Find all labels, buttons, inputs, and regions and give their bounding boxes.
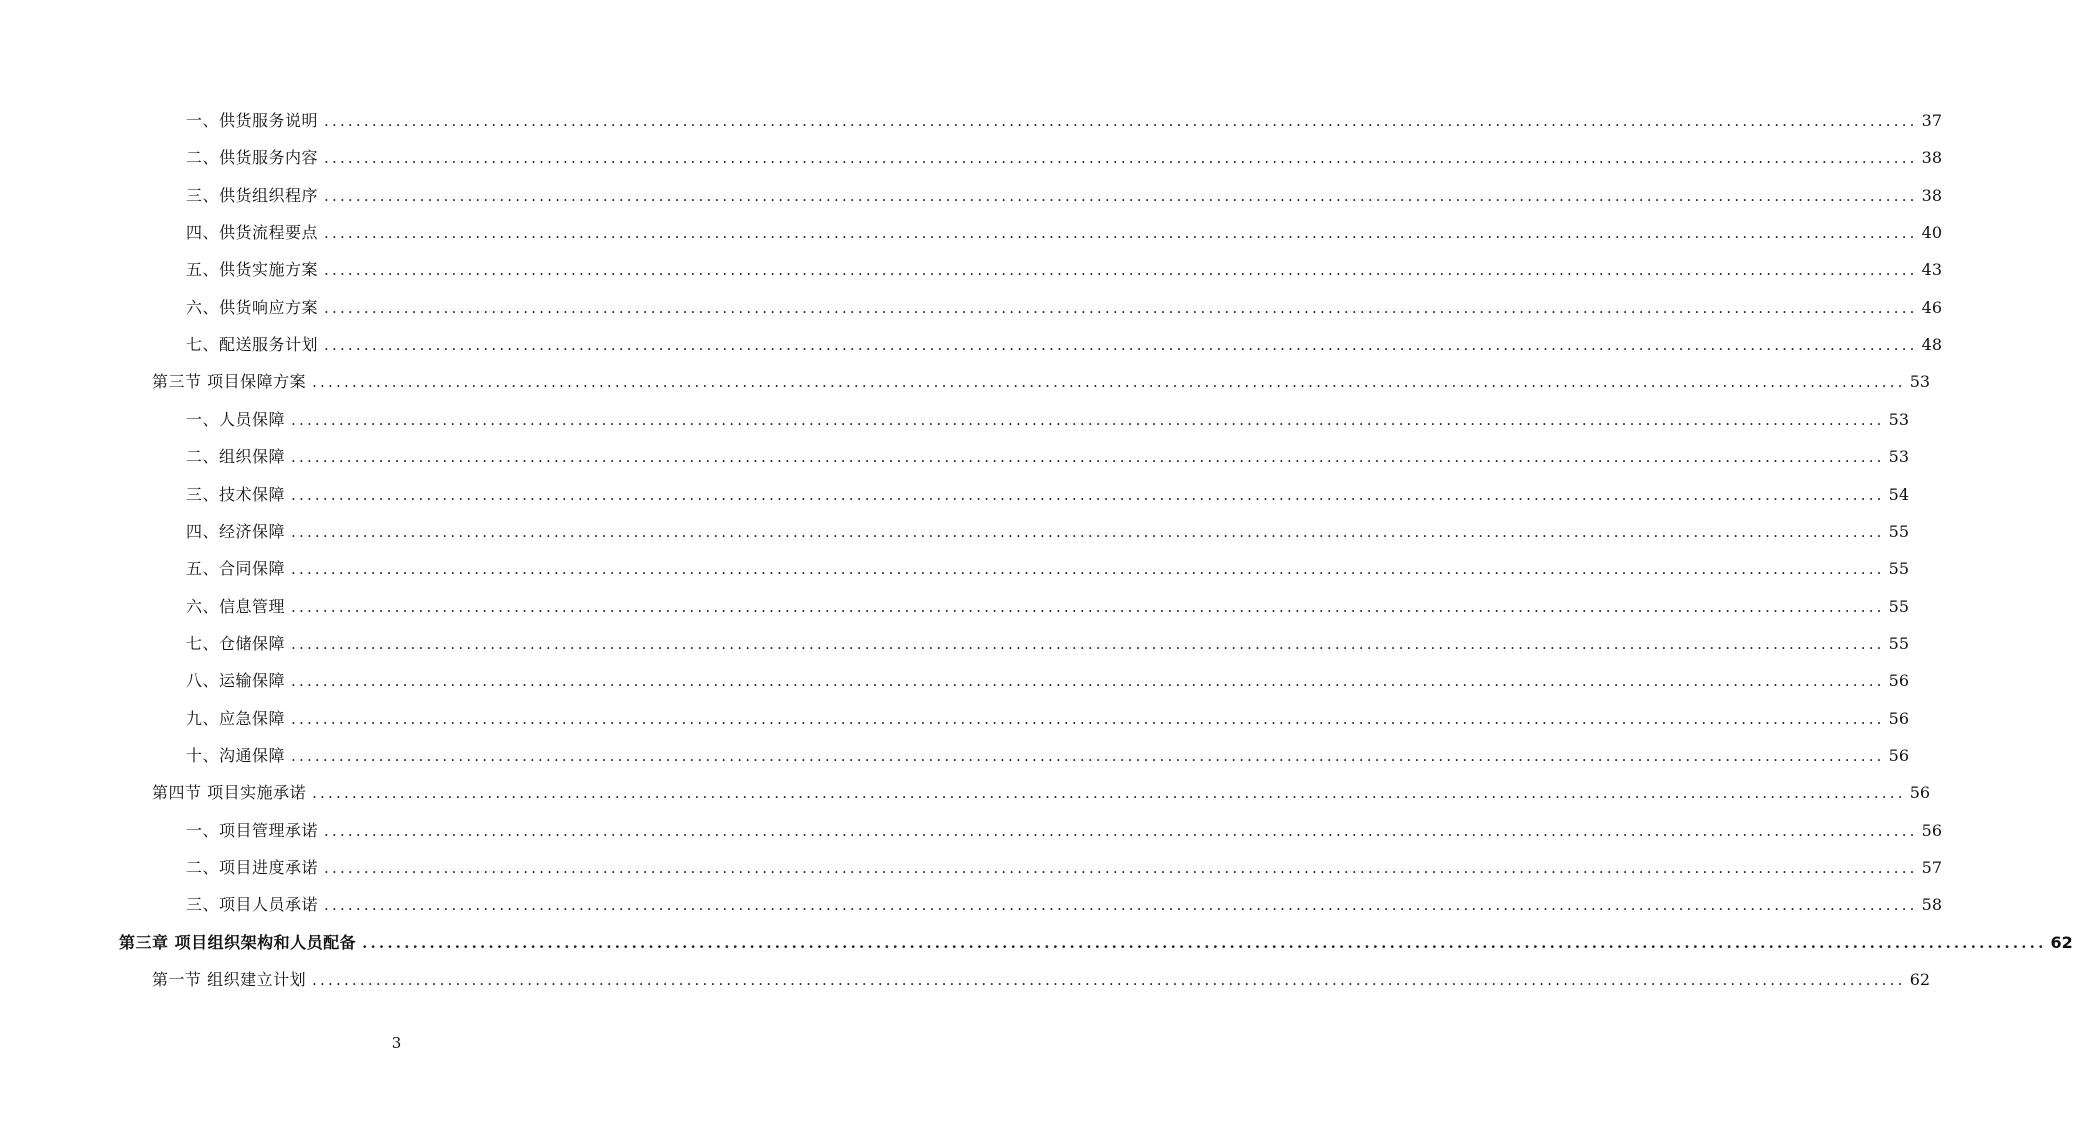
- toc-entry[interactable]: [152, 967, 1931, 991]
- toc-entry[interactable]: [186, 631, 1909, 655]
- toc-entry[interactable]: [186, 257, 1942, 281]
- dot-leader: ........................................................................................................................................................................................................: [291, 410, 1885, 429]
- dot-leader: ........................................................................................................................................................................................................: [291, 485, 1885, 504]
- toc-entry[interactable]: [119, 930, 2073, 954]
- toc-entry[interactable]: [186, 556, 1909, 580]
- toc-entry-title: 第一节 组织建立计划: [152, 970, 307, 990]
- toc-entry-page: 40: [1921, 223, 1942, 243]
- toc-entry-title: 十、沟通保障: [186, 745, 286, 765]
- toc-entry-page: 54: [1888, 484, 1909, 504]
- toc-entry-title: 四、供货流程要点: [186, 223, 319, 243]
- dot-leader: ........................................................................................................................................................................................................: [324, 859, 1918, 877]
- toc-entry-title: 二、供货服务内容: [186, 148, 319, 168]
- page-number: 3: [391, 1034, 402, 1052]
- toc-entry[interactable]: [186, 818, 1942, 842]
- toc-entry-page: 62: [1909, 970, 1931, 990]
- toc-entry[interactable]: [186, 519, 1909, 543]
- toc-entry-page: 43: [1921, 260, 1942, 280]
- toc-entry-title: 七、仓储保障: [186, 633, 286, 653]
- toc-entry-title: 六、供货响应方案: [186, 297, 319, 317]
- toc-entry-page: 55: [1888, 521, 1909, 541]
- toc-entry[interactable]: [186, 220, 1942, 244]
- dot-leader: ........................................................................................................................................................................................................: [324, 261, 1918, 280]
- toc-entry-title: 三、技术保障: [186, 484, 286, 504]
- dot-leader: ........................................................................................................................................................................................................: [291, 746, 1885, 765]
- dot-leader: ........................................................................................................................................................................................................: [312, 971, 1906, 990]
- dot-leader: ........................................................................................................................................................................................................: [291, 634, 1885, 653]
- toc-entry-page: 56: [1888, 745, 1909, 765]
- toc-entry-title: 五、合同保障: [186, 559, 286, 579]
- toc-entry-title: 五、供货实施方案: [186, 260, 319, 280]
- dot-leader: ........................................................................................................................................................................................................: [291, 709, 1885, 728]
- toc-entry[interactable]: [186, 482, 1909, 506]
- dot-leader: ........................................................................................................................................................................................................: [291, 672, 1885, 691]
- toc-entry-title: 第四节 项目实施承诺: [152, 783, 307, 803]
- toc-entry-page: 38: [1921, 148, 1942, 168]
- dot-leader: ........................................................................................................................................................................................................: [312, 373, 1906, 392]
- toc-entry-title: 三、项目人员承诺: [186, 895, 319, 915]
- toc-entry[interactable]: [186, 183, 1942, 207]
- dot-leader: ........................................................................................................................................................................................................: [324, 821, 1918, 840]
- toc-entry-page: 55: [1888, 633, 1909, 653]
- toc-entry-page: 55: [1888, 596, 1909, 616]
- toc-entry[interactable]: [186, 706, 1909, 730]
- toc-entry-title: 九、应急保障: [186, 708, 286, 728]
- toc-entry-title: 二、项目进度承诺: [186, 858, 319, 877]
- toc-entry-page: 48: [1921, 335, 1942, 355]
- toc-entry-title: 四、经济保障: [186, 521, 286, 541]
- toc-entry[interactable]: [186, 407, 1909, 431]
- toc-entry[interactable]: [186, 332, 1942, 356]
- toc-entry-title: 六、信息管理: [186, 596, 286, 616]
- toc-entry-page: 37: [1921, 111, 1942, 130]
- toc-entry[interactable]: [186, 855, 1942, 879]
- toc-entry-title: 一、供货服务说明: [186, 111, 319, 130]
- dot-leader: ........................................................................................................................................................................................................: [324, 186, 1918, 205]
- dot-leader: ........................................................................................................................................................................................................: [324, 224, 1918, 243]
- toc-entry[interactable]: [152, 780, 1931, 804]
- toc-entry-page: 53: [1909, 372, 1931, 392]
- toc-entry[interactable]: [186, 892, 1942, 916]
- toc-entry-page: 56: [1909, 783, 1931, 803]
- dot-leader: ........................................................................................................................................................................................................: [312, 784, 1906, 803]
- dot-leader: ........................................................................................................................................................................................................: [324, 298, 1918, 317]
- dot-leader: ........................................................................................................................................................................................................: [291, 560, 1885, 579]
- toc-entry-page: 56: [1888, 708, 1909, 728]
- toc-entry-page: 56: [1921, 820, 1942, 840]
- dot-leader: ........................................................................................................................................................................................................: [291, 522, 1885, 541]
- toc-entry-title: 一、人员保障: [186, 409, 286, 429]
- toc-entry-title: 第三章 项目组织架构和人员配备: [119, 932, 357, 952]
- toc-entry[interactable]: [186, 145, 1942, 169]
- toc-entry-title: 第三节 项目保障方案: [152, 372, 307, 392]
- toc-entry[interactable]: [186, 594, 1909, 618]
- dot-leader: ........................................................................................................................................................................................................: [324, 896, 1918, 915]
- toc-entry-title: 二、组织保障: [186, 447, 286, 467]
- toc-entry[interactable]: [186, 108, 1942, 132]
- toc-entry[interactable]: [152, 369, 1931, 393]
- toc-entry-title: 三、供货组织程序: [186, 185, 319, 205]
- toc-entry-page: 55: [1888, 559, 1909, 579]
- dot-leader: ........................................................................................................................................................................................................: [291, 597, 1885, 616]
- toc-entry-page: 53: [1888, 409, 1909, 429]
- toc-entry-title: 八、运输保障: [186, 671, 286, 691]
- dot-leader: ........................................................................................................................................................................................................: [324, 336, 1918, 355]
- toc-entry-page: 53: [1888, 447, 1909, 467]
- toc-entry-page: 46: [1921, 297, 1942, 317]
- toc-entry-page: 57: [1921, 858, 1942, 877]
- dot-leader: ........................................................................................................................................................................................................: [291, 448, 1885, 467]
- dot-leader: ........................................................................................................................................................................................................: [362, 933, 2047, 952]
- toc-entry-page: 58: [1921, 895, 1942, 915]
- dot-leader: ........................................................................................................................................................................................................: [324, 149, 1918, 168]
- toc-entry-page: 38: [1921, 185, 1942, 205]
- dot-leader: ........................................................................................................................................................................................................: [324, 112, 1918, 130]
- toc-entry-title: 七、配送服务计划: [186, 335, 319, 355]
- toc-entry-page: 56: [1888, 671, 1909, 691]
- toc-entry[interactable]: [186, 668, 1909, 692]
- toc-entry[interactable]: [186, 444, 1909, 468]
- toc-entry[interactable]: [186, 295, 1942, 319]
- toc-entry-title: 一、项目管理承诺: [186, 820, 319, 840]
- toc-entry[interactable]: [186, 743, 1909, 767]
- toc-entry-page: 62: [2050, 932, 2073, 952]
